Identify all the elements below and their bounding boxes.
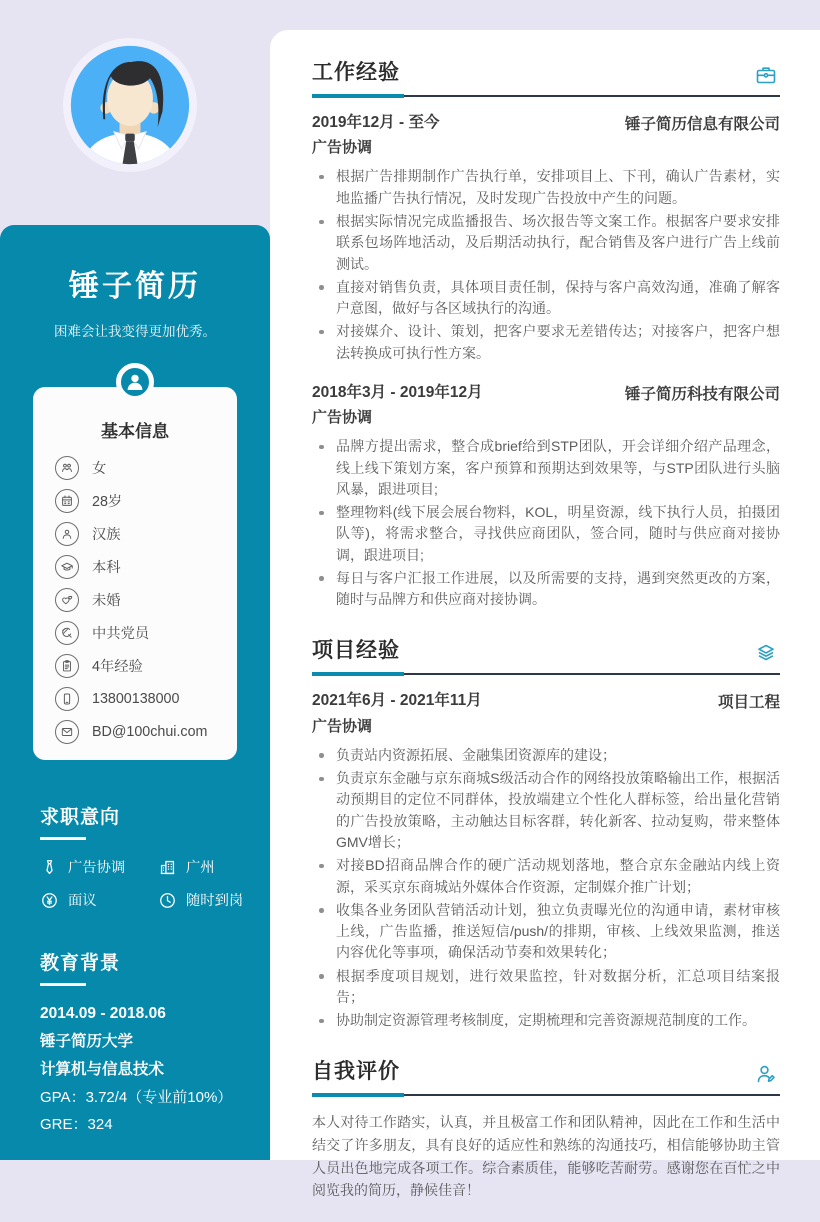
person-edit-icon — [754, 1062, 778, 1086]
age-calendar-icon — [55, 489, 79, 513]
intent-label: 随时到岗 — [186, 893, 244, 909]
building-icon — [158, 858, 177, 877]
entry-period: 2018年3月 - 2019年12月 — [312, 383, 483, 401]
info-item-gender — [33, 451, 237, 484]
info-item-label: 28岁 — [92, 493, 123, 510]
self-evaluation-title: 自我评价 — [312, 1060, 400, 1084]
experience-clipboard-icon — [55, 654, 79, 678]
info-item-ethnicity — [33, 517, 237, 550]
info-item-label: 女 — [92, 460, 107, 477]
bullet-list — [312, 166, 780, 363]
candidate-name: 锤子简历 — [69, 270, 201, 303]
job-intention-section — [0, 802, 270, 910]
entry-role: 广告协调 — [312, 717, 373, 735]
ethnicity-person-icon — [55, 522, 79, 546]
entry-role: 广告协调 — [312, 409, 373, 427]
entry-role: 广告协调 — [312, 139, 373, 157]
main-content — [270, 30, 820, 1199]
salary-yen-icon — [40, 891, 59, 910]
info-item-age — [33, 484, 237, 517]
party-emblem-icon — [55, 621, 79, 645]
email-icon — [55, 720, 79, 744]
project-entry — [312, 690, 780, 1031]
entry-period: 2019年12月 - 至今 — [312, 114, 440, 131]
entry-header — [312, 382, 780, 404]
section-header — [312, 1055, 780, 1096]
bullet: 收集各业务团队营销活动计划，独立负责曝光位的沟通申请，素材审核上线，广告监播，推送短信/push/的排期，审核、上线效果监测，推送内容优化等事项，确保活动节奏和效果转化； — [312, 900, 780, 964]
info-item-label: 汉族 — [92, 526, 121, 543]
degree-cap-icon — [55, 555, 79, 579]
marital-hearts-icon — [55, 588, 79, 612]
intent-label: 广州 — [186, 860, 215, 876]
education-gre: GRE：324 — [40, 1116, 113, 1134]
self-evaluation-text: 本人对待工作踏实，认真，并且极富工作和团队精神，因此在工作和生活中结交了许多朋友，具有良好的适应性和熟练的沟通技巧，相信能够协助主管人员出色地完成各项工作。综合素质佳，能够吃苦耐劳。感谢您在百忙之中阅览我的简历，静候佳音！ — [312, 1114, 780, 1199]
user-icon — [116, 363, 154, 401]
education-school: 锤子简历大学 — [40, 1033, 134, 1050]
info-item-label: 本科 — [92, 559, 121, 576]
info-item-label: 未婚 — [92, 592, 121, 609]
project-experience-section — [312, 634, 780, 1031]
education-gpa: GPA：3.72/4（专业前10%） — [40, 1089, 233, 1106]
education-period: 2014.09 - 2018.06 — [40, 1005, 166, 1022]
entry-company: 锤子简历信息有限公司 — [624, 116, 780, 133]
bullet: 根据广告排期制作广告执行单，安排项目上、下刊，确认广告素材，实地监播广告执行情况，及时发现广告投放中产生的问题。 — [312, 166, 780, 209]
entry-period: 2021年6月 - 2021年11月 — [312, 692, 482, 710]
intent-salary — [40, 890, 158, 910]
basic-info-card — [33, 387, 237, 760]
basic-info-title: 基本信息 — [101, 422, 169, 441]
info-item-degree — [33, 550, 237, 583]
education-section — [0, 948, 270, 1136]
intent-city — [158, 857, 250, 877]
education-title: 教育背景 — [40, 953, 121, 974]
intent-label: 面议 — [68, 893, 97, 909]
self-evaluation-section — [312, 1055, 780, 1202]
info-item-party — [33, 616, 237, 649]
entry-company: 锤子简历科技有限公司 — [624, 385, 780, 403]
bullet-list — [312, 745, 780, 1031]
work-experience-title: 工作经验 — [312, 61, 400, 84]
intent-position — [40, 857, 158, 877]
project-experience-title: 项目经验 — [312, 639, 400, 663]
title-underline — [40, 837, 86, 840]
intent-label: 广告协调 — [68, 860, 126, 876]
entry-company: 项目工程 — [717, 694, 780, 712]
work-entry — [312, 112, 780, 364]
bullet: 负责站内资源拓展、金融集团资源库的建设； — [312, 745, 780, 766]
bullet: 整理物料(线下展会展台物料，KOL，明星资源，线下执行人员，拍摄团队等)，将需求整合，寻找供应商团队，签合同，随时与供应商对接协调，跟进项目; — [312, 502, 780, 566]
bullet: 根据实际情况完成监播报告、场次报告等文案工作。根据客户要求安排联系包场阵地活动，及后期活动执行，配合销售及客户进行广告上线前测试。 — [312, 211, 780, 275]
info-item-label: 中共党员 — [92, 625, 150, 642]
bullet: 对接媒介、设计、策划，把客户要求无差错传达；对接客户，把客户想法转换成可执行性方案。 — [312, 321, 780, 364]
work-experience-section — [312, 56, 780, 610]
info-item-email — [33, 715, 237, 748]
education-major: 计算机与信息技术 — [40, 1061, 165, 1078]
info-item-phone — [33, 682, 237, 715]
bullet: 对接BD招商品牌合作的硬广活动规划落地，整合京东金融站内线上资源，采买京东商城站外媒体合作资源，定制媒介推广计划； — [312, 855, 780, 898]
entry-header — [312, 112, 780, 134]
info-item-label: 4年经验 — [92, 658, 143, 675]
info-item-label: 13800138000 — [92, 690, 180, 707]
male-avatar-illustration — [68, 43, 192, 167]
section-header — [312, 56, 780, 97]
bullet: 每日与客户汇报工作进展，以及所需要的支持，遇到突然更改的方案，随时与品牌方和供应商对接协调。 — [312, 568, 780, 611]
layers-icon — [754, 641, 778, 665]
gender-icon — [55, 456, 79, 480]
intent-availability — [158, 890, 250, 910]
job-intention-title: 求职意向 — [40, 807, 121, 828]
avatar — [63, 38, 197, 172]
bullet: 品牌方提出需求，整合成brief给到STP团队，开会详细介绍产品理念，线上线下策划方案，客户预算和预期达到效果等，与STP团队进行头脑风暴，跟进项目; — [312, 436, 780, 500]
title-underline — [40, 983, 86, 986]
work-entry — [312, 382, 780, 611]
bullet-list — [312, 436, 780, 610]
phone-icon — [55, 687, 79, 711]
tie-icon — [40, 858, 59, 877]
briefcase-icon — [754, 63, 778, 87]
bullet: 协助制定资源管理考核制度，定期梳理和完善资源规范制度的工作。 — [312, 1010, 780, 1031]
info-item-label: BD@100chui.com — [92, 723, 208, 740]
entry-header — [312, 690, 780, 712]
tagline: 困难会让我变得更加优秀。 — [54, 324, 216, 339]
clock-icon — [158, 891, 177, 910]
sidebar — [0, 225, 270, 1160]
bullet: 直接对销售负责，具体项目责任制，保持与客户高效沟通，准确了解客户意图，做好与各区域执行的沟通。 — [312, 277, 780, 320]
bullet: 负责京东金融与京东商城S级活动合作的网络投放策略输出工作，根据活动预期目的定位不同群体，投放端建立个性化人群标签，给出量化营销的广告投放策略，主动触达目标客群，转化新客、拉动复购，带来整体GMV增长； — [312, 768, 780, 853]
info-item-marital — [33, 583, 237, 616]
section-header — [312, 634, 780, 675]
info-item-experience — [33, 649, 237, 682]
bullet: 根据季度项目规划，进行效果监控，针对数据分析，汇总项目结案报告； — [312, 966, 780, 1009]
job-intention-grid — [40, 857, 250, 910]
